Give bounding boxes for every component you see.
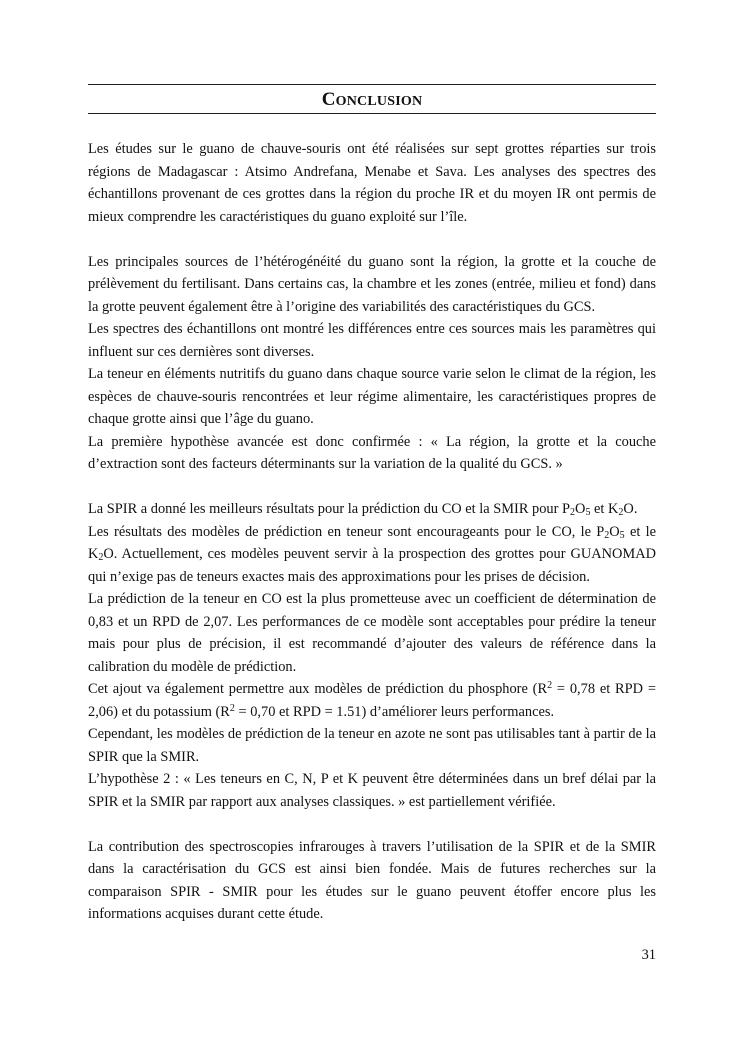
page-title: [88, 85, 656, 113]
paragraph-hypothesis-1: La première hypothèse avancée est donc confirmée : « La région, la grotte et la couche d’extraction sont des facteurs déterminants sur la variation de la qualité du GCS. »: [88, 433, 656, 472]
paragraph-model-results: Les résultats des modèles de prédiction en teneur sont encourageants pour le CO, le $P_2O_5$ et le $K_2O$. Actuellement, ces modèles peuvent servir à la prospection des grottes pour GUANOMAD qui n’exige pas de teneurs exactes mais des approximations pour les prises de décision.: [88, 523, 656, 585]
paragraph-spectra: Les spectres des échantillons ont montré les différences entre ces sources mais les paramètres qui influent sur ces dernières sont diverses.: [88, 321, 656, 360]
paragraph-nutrients: La teneur en éléments nutritifs du guano dans chaque source varie selon le climat de la région, les espèces de chauve-souris rencontrées et leur régime alimentaire, les caractéristiques propres de chaque grotte ainsi que l’âge du guano.: [88, 366, 656, 427]
paragraph-azote: Cependant, les modèles de prédiction de la teneur en azote ne sont pas utilisables tant à partir de la SPIR que la SMIR.: [88, 726, 656, 765]
paragraph-heterogeneity: Les principales sources de l’hétérogénéité du guano sont la région, la grotte et la couche de prélèvement du fertilisant. Dans certains cas, la chambre et les zones (entrée, milieu et fond) dans la grotte peuvent également être à l’origine des variabilités des caractéristiques du GCS.: [88, 253, 656, 315]
title-rest: ONCLUSION: [335, 94, 423, 109]
page-content: [88, 84, 656, 926]
heading-bottom-rule: [88, 113, 656, 114]
title-initial: C: [321, 89, 336, 110]
conclusion-body: [88, 138, 656, 926]
paragraph-contribution: La contribution des spectroscopies infrarouges à travers l’utilisation de la SPIR et de la SMIR dans la caractérisation du GCS est ainsi bien fondée. Mais de futures recherches sur la comparaison SPIR - SMIR pour les études sur le guano peuvent étoffer encore plus les informations acquises durant cette étude.: [88, 838, 656, 922]
paragraph-phosphore-potassium: Cet ajout va également permettre aux modèles de prédiction du phosphore ($R^2 = 0,78$ et RPD = 2,06) et du potassium ($R^2 = 0,70$ et RPD = 1.51) d’améliorer leurs performances.: [88, 680, 656, 720]
paragraph-spir-results: La SPIR a donné les meilleurs résultats pour la prédiction du CO et la SMIR pour $P_2O_5$ et $K_2O$.: [88, 501, 638, 518]
paragraph-co-prediction: La prédiction de la teneur en CO est la plus prometteuse avec un coefficient de détermination de 0,83 et un RPD de 2,07. Les performances de ce modèle sont acceptables pour prédire la teneur mais pour plus de précision, il est recommandé d’ajouter des valeurs de référence dans la calibration du modèle de prédiction.: [88, 591, 656, 675]
page-number: 31: [641, 947, 656, 963]
paragraph-hypothesis-2: L’hypothèse 2 : « Les teneurs en C, N, P et K peuvent être déterminées dans un bref délai par la SPIR et la SMIR par rapport aux analyses classiques. » est partiellement vérifiée.: [88, 771, 656, 810]
paragraph-intro: Les études sur le guano de chauve-souris ont été réalisées sur sept grottes réparties sur trois régions de Madagascar : Atsimo Andrefana, Menabe et Sava. Les analyses des spectres des échantillons provenant de ces grottes dans la région du proche IR et du moyen IR ont permis de mieux comprendre les caractéristiques du guano exploité sur l’île.: [88, 141, 656, 225]
